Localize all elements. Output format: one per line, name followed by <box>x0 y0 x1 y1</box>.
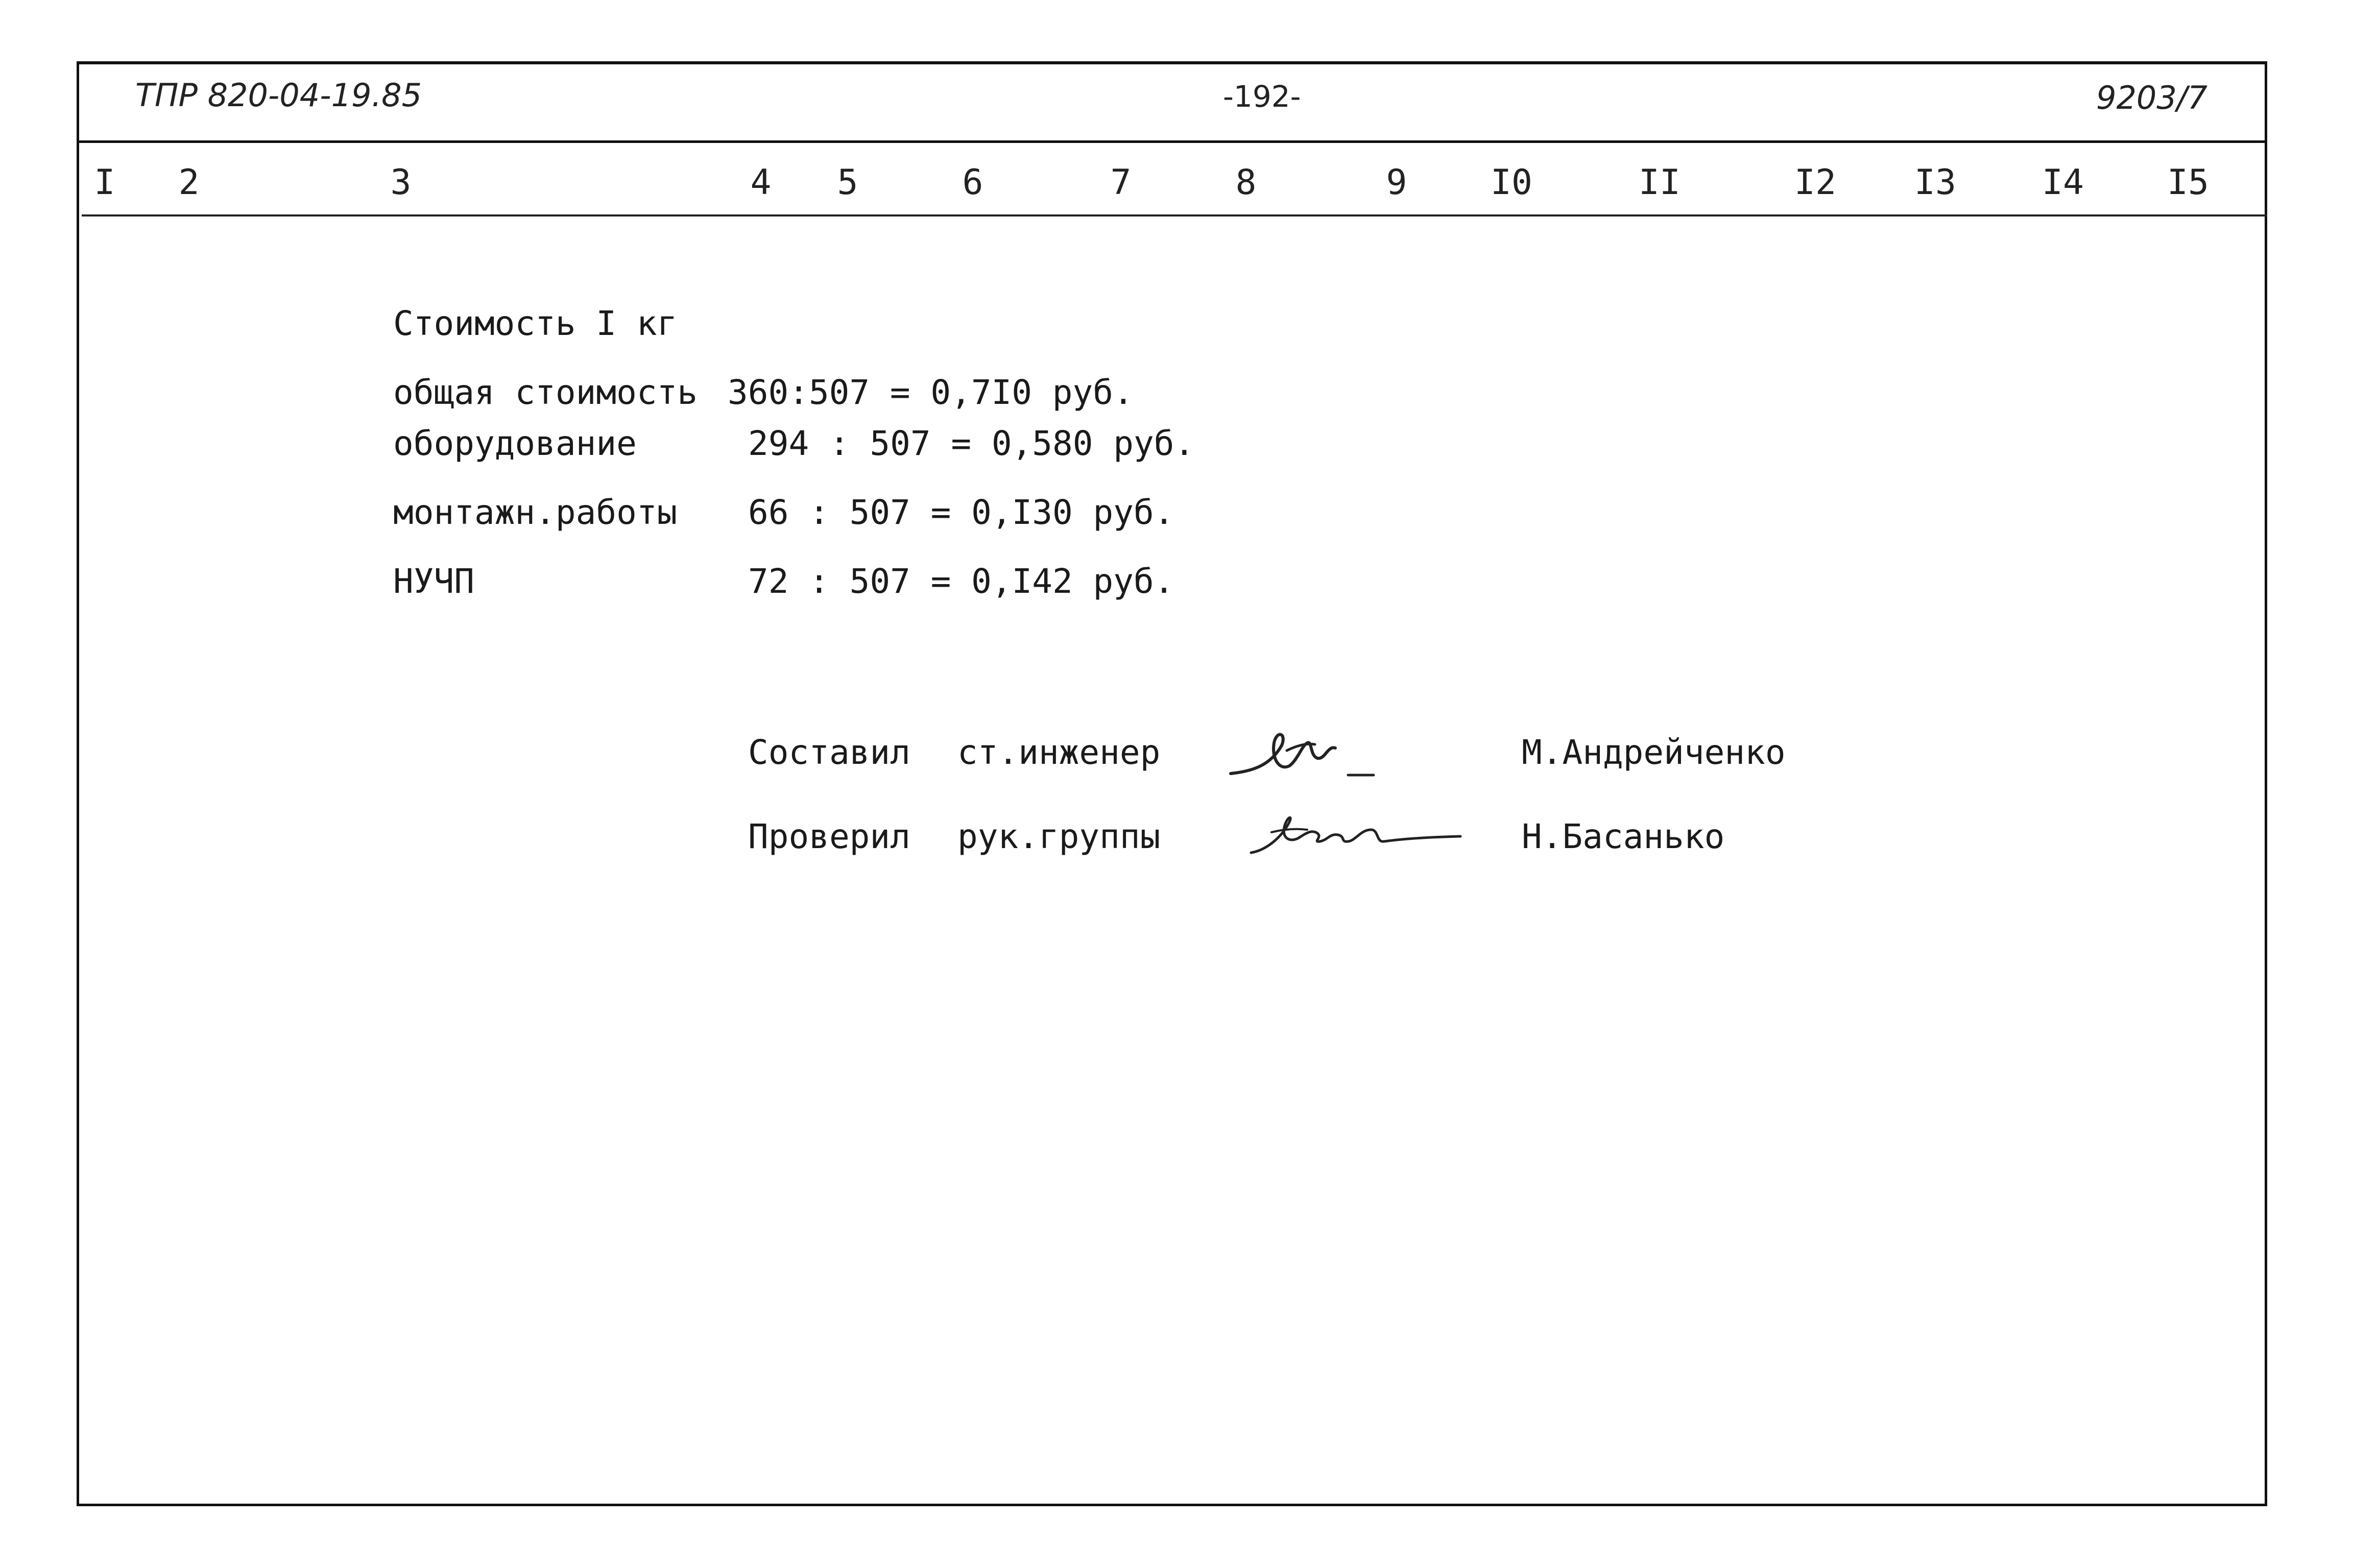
cost-title: Стоимость I кг <box>393 304 678 343</box>
column-number: II <box>1639 162 1680 203</box>
handwritten-signature <box>1246 802 1471 863</box>
column-number: I0 <box>1491 162 1532 203</box>
cost-calc-total: 360:507 = 0,7I0 руб. <box>728 373 1134 412</box>
column-number: 3 <box>390 162 412 203</box>
cost-label-nuchp: НУЧП <box>393 562 474 601</box>
column-number: 4 <box>750 162 772 203</box>
sheet-code: 9203/7 <box>2096 79 2208 116</box>
cost-label-installation: монтажн.работы <box>393 493 678 532</box>
column-header-divider <box>82 214 2267 216</box>
cost-label-total: общая стоимость <box>393 373 698 412</box>
column-number: 2 <box>178 162 200 203</box>
column-number: I5 <box>2167 162 2209 203</box>
column-number: 9 <box>1386 162 1407 203</box>
signature-position-group-lead: рук.группы <box>957 817 1161 856</box>
signature-name-compiled: М.Андрейченко <box>1522 733 1786 772</box>
cost-label-equipment: оборудование <box>393 424 637 463</box>
doc-code: ТПР 820-04-19.85 <box>135 77 422 114</box>
column-number: I4 <box>2042 162 2084 203</box>
column-number: 5 <box>837 162 858 203</box>
signature-name-checked: Н.Басанько <box>1522 817 1725 856</box>
column-number: 7 <box>1110 162 1132 203</box>
cost-calc-equipment: 294 : 507 = 0,580 руб. <box>748 424 1195 463</box>
column-number: 8 <box>1235 162 1257 203</box>
cost-calc-installation: 66 : 507 = 0,I30 руб. <box>748 493 1174 532</box>
column-number: I2 <box>1794 162 1836 203</box>
signature-action-checked: Проверил <box>748 817 910 856</box>
header-divider <box>77 140 2267 143</box>
column-number: I3 <box>1914 162 1956 203</box>
signature-action-compiled: Составил <box>748 733 910 772</box>
cost-calc-nuchp: 72 : 507 = 0,I42 руб. <box>748 562 1174 601</box>
column-number: 6 <box>962 162 983 203</box>
handwritten-signature <box>1226 715 1389 791</box>
signature-position-engineer: ст.инженер <box>957 733 1161 772</box>
page-number: -192- <box>1223 79 1301 114</box>
document-frame <box>77 61 2267 1506</box>
column-number: I <box>94 162 115 203</box>
